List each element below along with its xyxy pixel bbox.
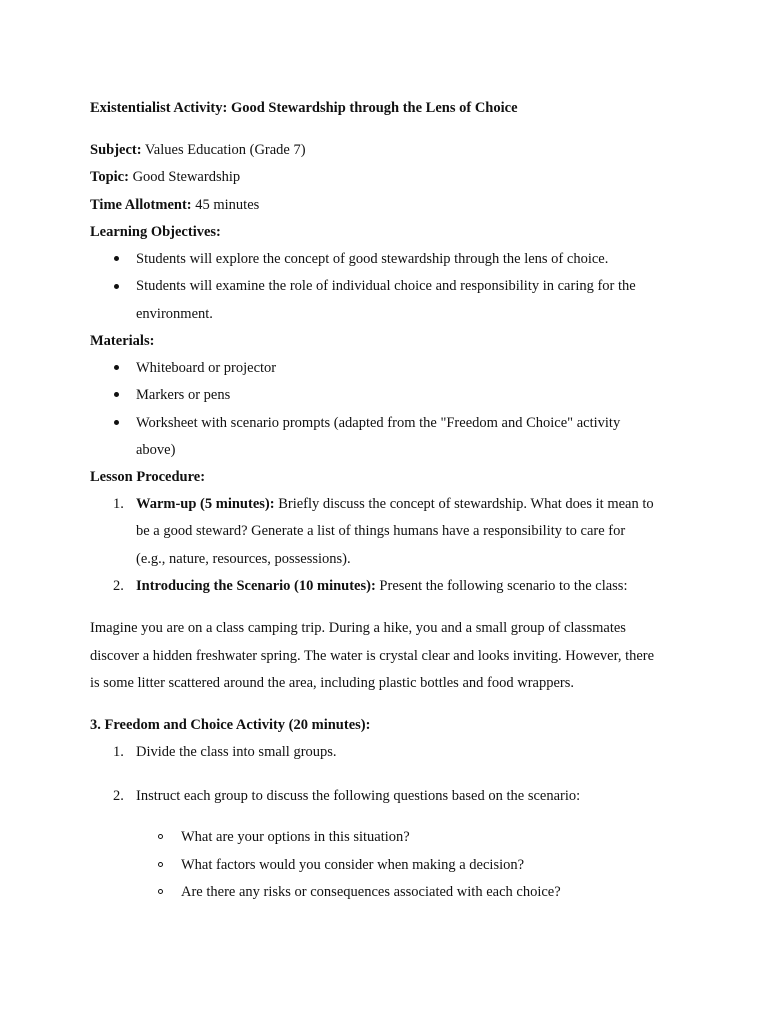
material-item: Worksheet with scenario prompts (adapted from the "Freedom and Choice" activity [136,415,621,431]
scenario-paragraph-line: Imagine you are on a class camping trip. During a hike, you and a small group of classmates [90,620,626,636]
bullet-icon [114,256,119,261]
topic-line: Topic: Good Stewardship [90,169,241,185]
step-number: 1. [113,496,124,512]
subject-line: Subject: Values Education (Grade 7) [90,142,306,158]
circle-bullet-icon [158,889,163,894]
time-allotment-line: Time Allotment: 45 minutes [90,197,260,213]
step-number: 1. [113,744,124,760]
activity-heading: 3. Freedom and Choice Activity (20 minutes): [90,717,371,733]
bullet-icon [114,392,119,397]
discussion-question: Are there any risks or consequences associated with each choice? [181,884,561,900]
procedure-heading: Lesson Procedure: [90,469,206,485]
procedure-step-continuation: be a good steward? Generate a list of things humans have a responsibility to care for [136,523,626,539]
material-item: Markers or pens [136,387,231,403]
bullet-icon [114,284,119,289]
scenario-paragraph-line: discover a hidden freshwater spring. The water is crystal clear and looks inviting. However, there [90,648,655,664]
procedure-step-continuation: (e.g., nature, resources, possessions). [136,551,351,567]
procedure-step-warmup: Warm-up (5 minutes): Briefly discuss the concept of stewardship. What does it mean to [136,496,654,512]
objectives-heading: Learning Objectives: [90,224,221,240]
discussion-question: What are your options in this situation? [181,829,410,845]
materials-heading: Materials: [90,333,155,349]
document-title: Existentialist Activity: Good Stewardship through the Lens of Choice [90,100,518,116]
bullet-icon [114,420,119,425]
discussion-question: What factors would you consider when making a decision? [181,857,525,873]
material-item: Whiteboard or projector [136,360,277,376]
material-item-continuation: above) [136,442,176,458]
bullet-icon [114,365,119,370]
circle-bullet-icon [158,862,163,867]
activity-step: Instruct each group to discuss the following questions based on the scenario: [136,788,581,804]
objective-item-continuation: environment. [136,306,213,322]
objective-item: Students will explore the concept of good stewardship through the lens of choice. [136,251,609,267]
activity-step: Divide the class into small groups. [136,744,337,760]
step-number: 2. [113,788,124,804]
procedure-step-scenario: Introducing the Scenario (10 minutes): Present the following scenario to the class: [136,578,628,594]
scenario-paragraph-line: is some litter scattered around the area, including plastic bottles and food wrappers. [90,675,574,691]
step-number: 2. [113,578,124,594]
objective-item: Students will examine the role of individual choice and responsibility in caring for the [136,278,636,294]
circle-bullet-icon [158,834,163,839]
